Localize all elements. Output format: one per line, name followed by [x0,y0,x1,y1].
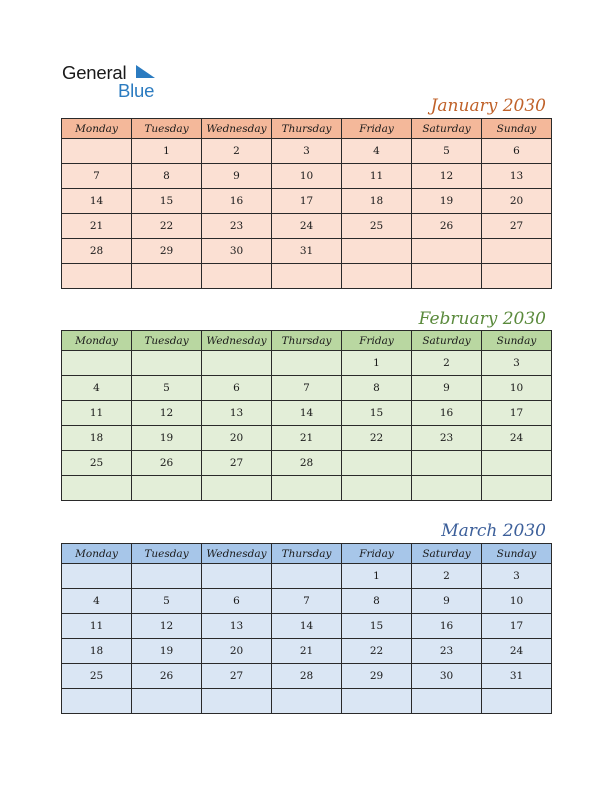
day-cell [202,689,272,714]
day-cell: 26 [132,664,202,689]
weekday-header-tuesday: Tuesday [132,544,202,564]
day-cell [412,689,482,714]
day-cell [62,139,132,164]
day-cell: 10 [482,589,552,614]
day-cell: 17 [482,401,552,426]
day-cell [412,476,482,501]
day-cell [202,264,272,289]
day-cell: 30 [202,239,272,264]
day-cell: 23 [202,214,272,239]
day-cell: 13 [202,614,272,639]
day-cell: 14 [272,401,342,426]
day-cell: 27 [202,451,272,476]
day-cell [272,351,342,376]
day-cell: 2 [202,139,272,164]
day-cell: 4 [62,589,132,614]
week-row [62,351,552,376]
day-cell: 25 [62,451,132,476]
day-cell [342,239,412,264]
month-title-january: January 2030 [430,96,546,116]
day-cell [202,351,272,376]
weekday-header-friday: Friday [342,331,412,351]
day-cell: 20 [202,426,272,451]
week-row [62,589,552,614]
day-cell: 12 [132,614,202,639]
day-cell: 20 [482,189,552,214]
day-cell [272,264,342,289]
day-cell: 9 [202,164,272,189]
weekday-header-saturday: Saturday [412,119,482,139]
day-cell: 2 [412,564,482,589]
day-cell [62,564,132,589]
day-cell: 17 [272,189,342,214]
day-cell: 2 [412,351,482,376]
day-cell: 11 [62,401,132,426]
day-cell [272,476,342,501]
weekday-header-monday: Monday [62,544,132,564]
day-cell: 4 [342,139,412,164]
day-cell [482,689,552,714]
day-cell [412,264,482,289]
day-cell: 7 [62,164,132,189]
day-cell: 12 [412,164,482,189]
weekday-header-wednesday: Wednesday [202,119,272,139]
day-cell: 19 [132,639,202,664]
weekday-header-wednesday: Wednesday [202,544,272,564]
weekday-header-saturday: Saturday [412,331,482,351]
calendar-january [61,118,552,289]
day-cell: 23 [412,426,482,451]
day-cell: 23 [412,639,482,664]
day-cell: 10 [272,164,342,189]
day-cell: 3 [272,139,342,164]
week-row [62,239,552,264]
logo [62,62,172,102]
day-cell: 7 [272,589,342,614]
day-cell: 5 [412,139,482,164]
day-cell: 17 [482,614,552,639]
weekday-header-sunday: Sunday [482,119,552,139]
day-cell: 3 [482,564,552,589]
day-cell: 10 [482,376,552,401]
day-cell: 28 [272,664,342,689]
day-cell [482,264,552,289]
day-cell [62,264,132,289]
day-cell [132,689,202,714]
day-cell: 15 [342,614,412,639]
weekday-header-row [62,331,552,351]
week-row [62,189,552,214]
day-cell: 24 [482,426,552,451]
day-cell: 28 [62,239,132,264]
day-cell: 22 [132,214,202,239]
day-cell: 27 [202,664,272,689]
weekday-header-wednesday: Wednesday [202,331,272,351]
weekday-header-row [62,119,552,139]
week-row [62,426,552,451]
month-title-march: March 2030 [441,521,546,541]
day-cell: 16 [412,401,482,426]
day-cell [132,476,202,501]
day-cell: 21 [272,639,342,664]
weekday-header-monday: Monday [62,331,132,351]
day-cell: 19 [412,189,482,214]
weekday-header-sunday: Sunday [482,331,552,351]
day-cell: 7 [272,376,342,401]
day-cell [62,476,132,501]
day-cell [342,451,412,476]
week-row [62,214,552,239]
day-cell: 20 [202,639,272,664]
week-row [62,451,552,476]
month-title-february: February 2030 [418,309,546,329]
day-cell: 11 [62,614,132,639]
day-cell [202,564,272,589]
week-row [62,401,552,426]
day-cell: 18 [62,639,132,664]
day-cell: 8 [342,376,412,401]
weekday-header-thursday: Thursday [272,544,342,564]
day-cell: 29 [132,239,202,264]
day-cell: 12 [132,401,202,426]
day-cell [202,476,272,501]
day-cell: 18 [62,426,132,451]
day-cell: 22 [342,426,412,451]
day-cell [132,564,202,589]
week-row [62,139,552,164]
day-cell: 27 [482,214,552,239]
day-cell: 1 [132,139,202,164]
day-cell [62,689,132,714]
day-cell: 5 [132,376,202,401]
day-cell: 22 [342,639,412,664]
day-cell: 18 [342,189,412,214]
day-cell: 1 [342,564,412,589]
day-cell [272,689,342,714]
day-cell [132,264,202,289]
day-cell: 6 [482,139,552,164]
day-cell: 6 [202,589,272,614]
weekday-header-thursday: Thursday [272,119,342,139]
day-cell: 26 [412,214,482,239]
week-row [62,164,552,189]
day-cell: 25 [62,664,132,689]
day-cell: 4 [62,376,132,401]
week-row [62,639,552,664]
logo-triangle-icon [136,65,156,79]
weekday-header-friday: Friday [342,544,412,564]
day-cell: 6 [202,376,272,401]
day-cell: 25 [342,214,412,239]
day-cell: 15 [342,401,412,426]
day-cell: 14 [62,189,132,214]
day-cell [342,689,412,714]
day-cell: 19 [132,426,202,451]
week-row [62,476,552,501]
week-row [62,664,552,689]
weekday-header-sunday: Sunday [482,544,552,564]
day-cell: 14 [272,614,342,639]
day-cell: 1 [342,351,412,376]
weekday-header-saturday: Saturday [412,544,482,564]
day-cell: 16 [202,189,272,214]
day-cell [62,351,132,376]
day-cell [272,564,342,589]
week-row [62,564,552,589]
day-cell: 11 [342,164,412,189]
day-cell: 9 [412,589,482,614]
weekday-header-thursday: Thursday [272,331,342,351]
day-cell: 13 [202,401,272,426]
day-cell: 30 [412,664,482,689]
week-row [62,264,552,289]
day-cell: 29 [342,664,412,689]
weekday-header-tuesday: Tuesday [132,119,202,139]
day-cell [132,351,202,376]
day-cell: 9 [412,376,482,401]
day-cell [412,239,482,264]
week-row [62,689,552,714]
weekday-header-tuesday: Tuesday [132,331,202,351]
calendar-march [61,543,552,714]
logo-word-blue: Blue [118,80,155,101]
day-cell [412,451,482,476]
weekday-header-friday: Friday [342,119,412,139]
day-cell: 24 [482,639,552,664]
day-cell: 15 [132,189,202,214]
day-cell: 13 [482,164,552,189]
day-cell [482,476,552,501]
day-cell: 21 [62,214,132,239]
calendar-february [61,330,552,501]
day-cell: 28 [272,451,342,476]
day-cell [342,264,412,289]
day-cell [482,451,552,476]
day-cell: 31 [482,664,552,689]
day-cell: 21 [272,426,342,451]
day-cell: 16 [412,614,482,639]
week-row [62,614,552,639]
day-cell: 24 [272,214,342,239]
weekday-header-row [62,544,552,564]
week-row [62,376,552,401]
weekday-header-monday: Monday [62,119,132,139]
logo-word-general: General [62,62,127,83]
day-cell: 3 [482,351,552,376]
day-cell [342,476,412,501]
day-cell: 8 [132,164,202,189]
day-cell [482,239,552,264]
day-cell: 5 [132,589,202,614]
day-cell: 8 [342,589,412,614]
day-cell: 31 [272,239,342,264]
day-cell: 26 [132,451,202,476]
